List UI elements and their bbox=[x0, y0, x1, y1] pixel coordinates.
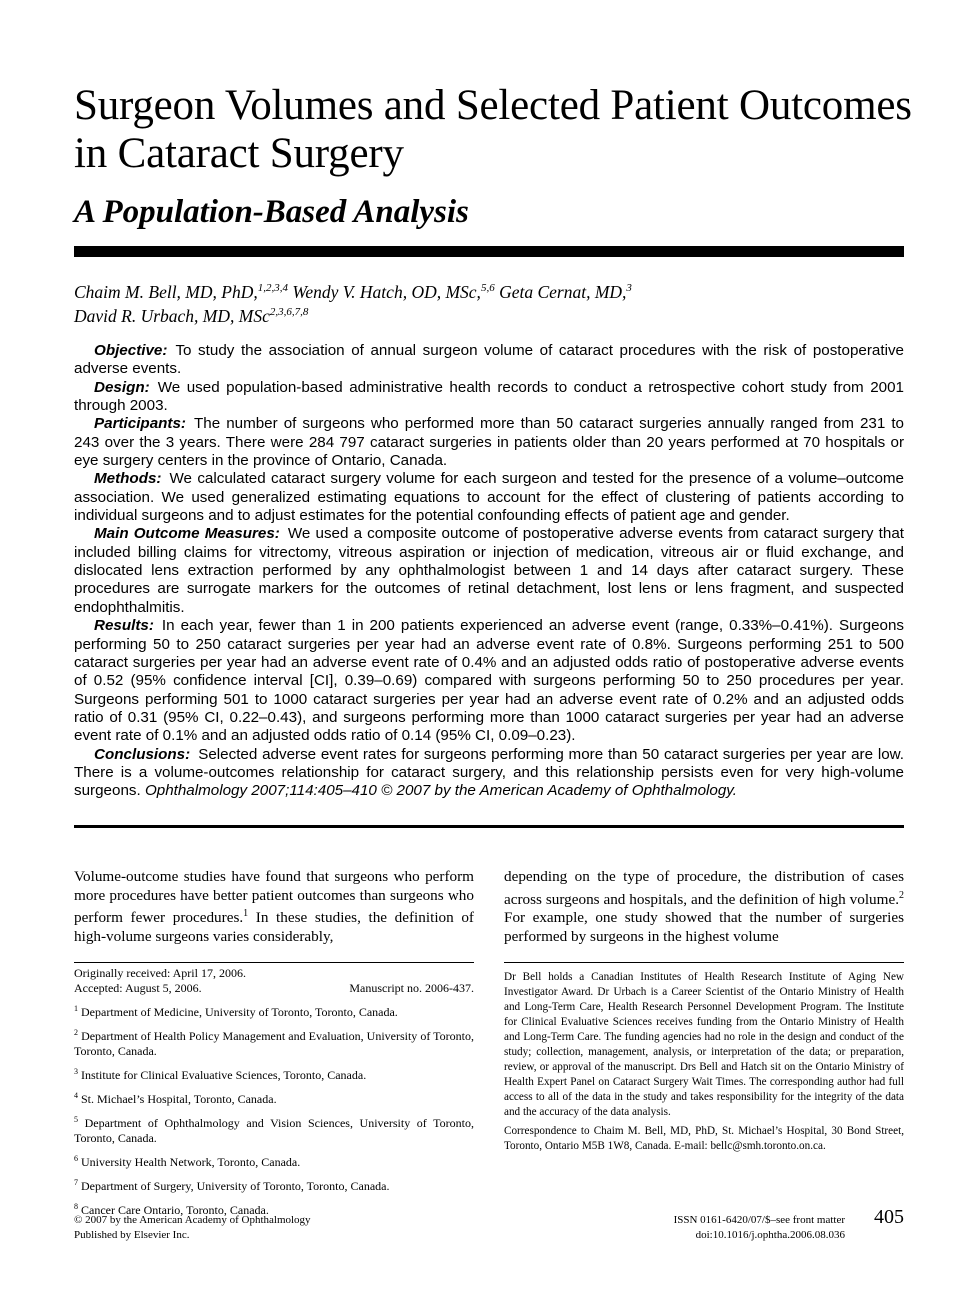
abstract-rule bbox=[74, 825, 904, 828]
affiliation bbox=[74, 1175, 474, 1194]
accepted-date: Accepted: August 5, 2006. bbox=[74, 981, 202, 995]
affiliation bbox=[74, 1088, 474, 1107]
received-date: Originally received: April 17, 2006. bbox=[74, 966, 246, 980]
manuscript-number: Manuscript no. 2006-437. bbox=[349, 981, 474, 995]
affiliation-number: 2 bbox=[74, 1028, 78, 1037]
author-name: Geta Cernat, MD, bbox=[499, 281, 627, 302]
abstract-conclusions bbox=[74, 746, 904, 801]
abstract-text: Selected adverse event rates for surgeons performing more than 50 cataract surgeries per year are low. There is a volume-outcomes relationship for cataract surgery, and this relationship persists even for very high-volume surgeons. bbox=[74, 745, 904, 800]
issn: ISSN 0161-6420/07/$–see front matter bbox=[673, 1214, 845, 1226]
journal-citation: Ophthalmology 2007;114:405–410 © 2007 by the American Academy of Ophthalmology. bbox=[144, 782, 737, 800]
article-subtitle: A Population-Based Analysis bbox=[74, 194, 469, 230]
affiliation bbox=[74, 1025, 474, 1059]
affiliation-text: Department of Medicine, University of Toronto, Toronto, Canada. bbox=[81, 1005, 398, 1019]
author-name: Wendy V. Hatch, OD, MSc, bbox=[292, 281, 481, 302]
affiliation-number: 5 bbox=[74, 1115, 78, 1124]
accepted-row bbox=[74, 981, 474, 996]
author-name: Chaim M. Bell, MD, PhD, bbox=[74, 281, 258, 302]
correspondence: Correspondence to Chaim M. Bell, MD, PhD, St. Michael’s Hospital, 30 Bond Street, Toronto, Ontario M5B 1W8, Canada. E-mail: bellc@smh.toronto.on.ca. bbox=[504, 1125, 904, 1152]
page-number: 405 bbox=[874, 1206, 904, 1228]
abstract-main-outcome-measures bbox=[74, 525, 904, 617]
abstract-label: Methods: bbox=[94, 470, 162, 488]
abstract-text: We used population-based administrative health records to conduct a retrospective cohort study from 2001 through 2003. bbox=[74, 378, 904, 415]
funding-statement: Dr Bell holds a Canadian Institutes of Health Research Institute of Aging New Investigator Award. Dr Urbach is a Career Scientist of the Ontario Ministry of Health and Long-Term Care, Health Research Personnel Development Program. The Institute for Clinical Evaluative Sciences receives funding from the Ontario Ministry of Health and Long-Term Care. The funding agencies had no role in the design and conduct of the study; collection, management, analysis, or interpretation of the data; or preparation, review, or approval of the manuscript. Drs Bell and Hatch sit on the Ontario Ministry of Health Expert Panel on Cataract Surgery Wait Times. The corresponding author had full access to all of the data in the study and takes responsibility for the integrity of the data and the accuracy of the data analysis. bbox=[504, 971, 904, 1118]
abstract-text: We used a composite outcome of postoperative adverse events from cataract surgery that included billing claims for vitrectomy, vitreous aspiration or injection of medication, vitreous air or fluid exchange, and dislocated lens extraction performed by any ophthalmologist between 1 and 14 days after cataract surgery. These procedures are surrogate markers for the outcomes of retinal detachment, lost lens or lens fragment, and suspected endophthalmitis. bbox=[74, 525, 904, 616]
abstract-label: Objective: bbox=[94, 342, 168, 359]
affiliation-text: Institute for Clinical Evaluative Sciences, Toronto, Canada. bbox=[81, 1068, 367, 1082]
abstract-label: Participants: bbox=[94, 415, 186, 433]
body-text: In these studies, the definition of high-volume surgeons varies considerably, bbox=[74, 909, 474, 945]
affiliation-number: 8 bbox=[74, 1202, 78, 1211]
affiliation-text: Cancer Care Ontario, Toronto, Canada. bbox=[81, 1203, 269, 1217]
footnote-divider bbox=[74, 962, 474, 963]
abstract-label: Conclusions: bbox=[94, 745, 191, 763]
affiliation bbox=[74, 1151, 474, 1170]
abstract-label: Design: bbox=[94, 378, 150, 396]
affiliation-number: 7 bbox=[74, 1178, 78, 1187]
doi[interactable]: doi:10.1016/j.ophtha.2006.08.036 bbox=[695, 1229, 845, 1241]
author-affiliation: 2,3,6,7,8 bbox=[269, 305, 309, 318]
affiliation bbox=[74, 1112, 474, 1146]
author-affiliation: 5,6 bbox=[480, 282, 495, 294]
body-text: depending on the type of procedure, the distribution of cases across surgeons and hospitals, and the definition of high volume. bbox=[504, 868, 904, 908]
title-rule bbox=[74, 246, 904, 257]
abstract-methods bbox=[74, 470, 904, 525]
affiliation-number: 6 bbox=[74, 1154, 78, 1163]
affiliation-text: St. Michael’s Hospital, Toronto, Canada. bbox=[81, 1092, 277, 1106]
affiliation-text: Department of Health Policy Management and Evaluation, University of Toronto, Toronto, Canada. bbox=[74, 1029, 475, 1058]
affiliation-number: 4 bbox=[74, 1091, 78, 1100]
abstract-label: Main Outcome Measures: bbox=[94, 525, 280, 543]
body-column-left bbox=[74, 868, 474, 946]
abstract-results bbox=[74, 617, 904, 745]
author-list bbox=[74, 278, 904, 326]
affiliation-text: Department of Surgery, University of Toronto, Toronto, Canada. bbox=[81, 1179, 390, 1193]
abstract-text: We calculated cataract surgery volume for each surgeon and tested for the presence of a volume–outcome association. We used generalized estimating equations to account for the effect of clustering of patients according to individual surgeons and to adjust estimates for the potential confounding effects of patient age and gender. bbox=[74, 470, 904, 525]
footnotes-affiliations bbox=[74, 966, 474, 1218]
body-column-right bbox=[504, 868, 904, 946]
abstract-text: In each year, fewer than 1 in 200 patients experienced an adverse event (range, 0.33%–0.41%). Surgeons performing 50 to 250 cataract surgeries per year had an adverse event rate of 0.8%. Surgeons performing 251 to 500 cataract surgeries per year had an adverse event rate of 0.4% and an adjusted odds ratio of postoperative adverse events of 0.52 (95% confidence interval [CI], 0.39–0.69) compared with surgeons performing 50 to 250 procedures per year. Surgeons performing 501 to 1000 cataract surgeries per year had an adverse event rate of 0.2% and an adjusted odds ratio of 0.31 (95% CI, 0.22–0.43), and surgeons performing more than 1000 cataract surgeries per year had an adverse event rate of 0.1% and an adjusted odds ratio of 0.14 (95% CI, 0.09–0.23). bbox=[74, 617, 904, 745]
abstract-text: The number of surgeons who performed more than 50 cataract surgeries annually ranged from 231 to 243 over the 3 years. There were 284 797 cataract surgeries in patients older than 20 years performed at 70 hospitals or eye surgery centers in the province of Ontario, Canada. bbox=[74, 415, 904, 470]
abstract-objective bbox=[74, 342, 904, 379]
footer-right bbox=[674, 1213, 845, 1243]
footer-left bbox=[74, 1213, 311, 1243]
author-name: David R. Urbach, MD, MSc bbox=[74, 305, 270, 326]
footnote-divider bbox=[504, 962, 904, 963]
body-text: For example, one study showed that the number of surgeries performed by surgeons in the highest volume bbox=[504, 909, 904, 945]
affiliation-number: 3 bbox=[74, 1067, 78, 1076]
affiliation bbox=[74, 1001, 474, 1020]
abstract-label: Results: bbox=[94, 617, 154, 635]
abstract-participants bbox=[74, 415, 904, 470]
article-title: Surgeon Volumes and Selected Patient Outcomes in Cataract Surgery bbox=[74, 82, 912, 177]
reference-marker[interactable]: 2 bbox=[899, 889, 904, 901]
abstract-text: To study the association of annual surgeon volume of cataract procedures with the risk of postoperative adverse events. bbox=[74, 342, 904, 378]
abstract-design bbox=[74, 379, 904, 416]
copyright: © 2007 by the American Academy of Ophthalmology bbox=[74, 1214, 311, 1226]
reference-marker[interactable]: 1 bbox=[243, 908, 249, 920]
abstract bbox=[74, 342, 904, 801]
affiliation-text: University Health Network, Toronto, Canada. bbox=[81, 1155, 301, 1169]
body-text: Volume-outcome studies have found that surgeons who perform more procedures have better patient outcomes than surgeons who perform fewer procedures. bbox=[74, 868, 474, 927]
affiliation-text: Department of Ophthalmology and Vision Sciences, University of Toronto, Toronto, Canada. bbox=[74, 1116, 475, 1145]
affiliation-number: 1 bbox=[74, 1004, 78, 1013]
publisher: Published by Elsevier Inc. bbox=[74, 1229, 190, 1241]
affiliation bbox=[74, 1064, 474, 1083]
author-affiliation: 1,2,3,4 bbox=[257, 282, 288, 294]
author-affiliation: 3 bbox=[626, 282, 632, 294]
footnotes-disclosure bbox=[504, 970, 904, 1158]
